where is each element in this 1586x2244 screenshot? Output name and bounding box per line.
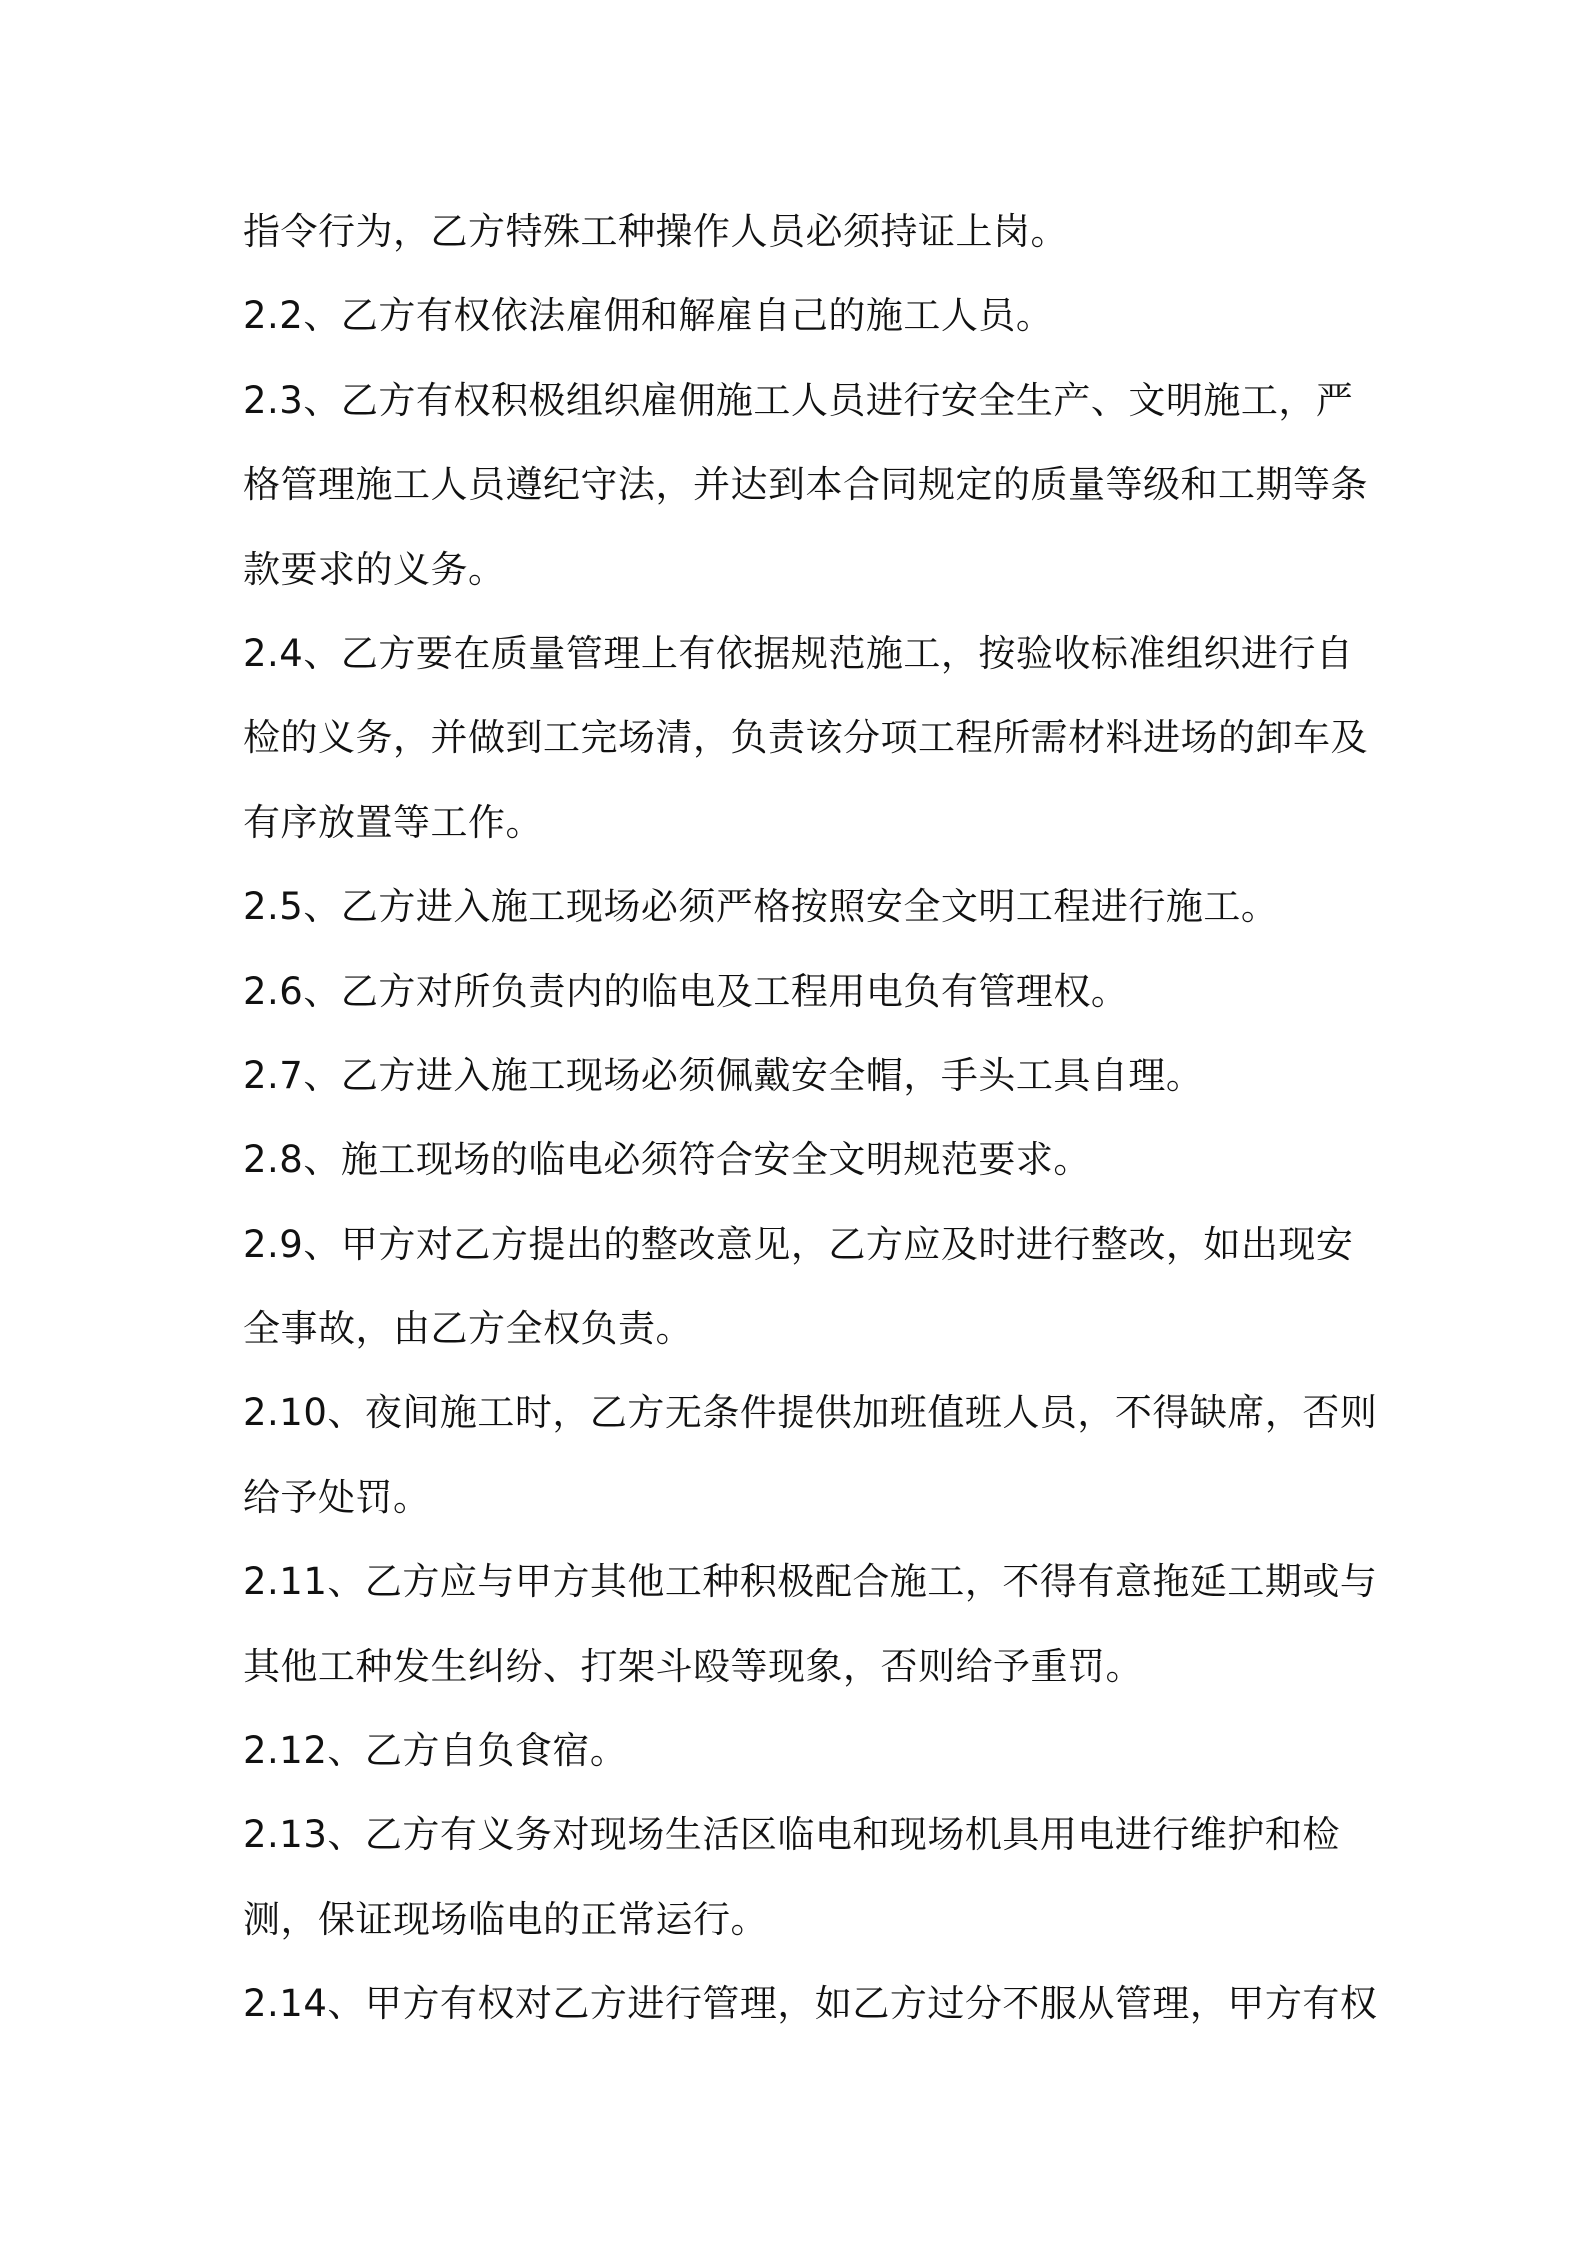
text-line: 2.5、乙方进入施工现场必须严格按照安全文明工程进行施工。 bbox=[243, 885, 1279, 929]
text-line: 给予处罚。 bbox=[243, 1475, 431, 1519]
text-line: 款要求的义务。 bbox=[243, 547, 506, 591]
text-line: 2.9、甲方对乙方提出的整改意见，乙方应及时进行整改，如出现安 bbox=[243, 1222, 1354, 1266]
text-line: 其他工种发生纠纷、打架斗殴等现象，否则给予重罚。 bbox=[243, 1644, 1143, 1688]
text-line: 2.2、乙方有权依法雇佣和解雇自己的施工人员。 bbox=[243, 294, 1054, 338]
text-line: 测，保证现场临电的正常运行。 bbox=[243, 1897, 768, 1941]
text-line: 2.8、施工现场的临电必须符合安全文明规范要求。 bbox=[243, 1138, 1091, 1182]
text-line: 2.12、乙方自负食宿。 bbox=[243, 1729, 628, 1773]
text-line: 2.10、夜间施工时，乙方无条件提供加班值班人员，不得缺席，否则 bbox=[243, 1391, 1378, 1435]
text-line: 指令行为，乙方特殊工种操作人员必须持证上岗。 bbox=[243, 210, 1068, 253]
text-line: 检的义务，并做到工完场清，负责该分项工程所需材料进场的卸车及 bbox=[243, 716, 1368, 760]
text-line: 2.4、乙方要在质量管理上有依据规范施工，按验收标准组织进行自 bbox=[243, 631, 1354, 675]
text-line: 2.11、乙方应与甲方其他工种积极配合施工，不得有意拖延工期或与 bbox=[243, 1560, 1378, 1604]
text-line: 2.7、乙方进入施工现场必须佩戴安全帽，手头工具自理。 bbox=[243, 1053, 1204, 1097]
text-line: 2.13、乙方有义务对现场生活区临电和现场机具用电进行维护和检 bbox=[243, 1813, 1340, 1857]
text-line: 2.3、乙方有权积极组织雇佣施工人员进行安全生产、文明施工，严 bbox=[243, 378, 1354, 422]
text-line: 格管理施工人员遵纪守法，并达到本合同规定的质量等级和工期等条 bbox=[243, 463, 1368, 507]
text-line: 2.14、甲方有权对乙方进行管理，如乙方过分不服从管理，甲方有权 bbox=[243, 1982, 1378, 2026]
text-line: 2.6、乙方对所负责内的临电及工程用电负有管理权。 bbox=[243, 969, 1129, 1013]
contract-text bbox=[243, 190, 1378, 2047]
text-line: 全事故，由乙方全权负责。 bbox=[243, 1307, 693, 1351]
text-line: 有序放置等工作。 bbox=[243, 800, 543, 844]
